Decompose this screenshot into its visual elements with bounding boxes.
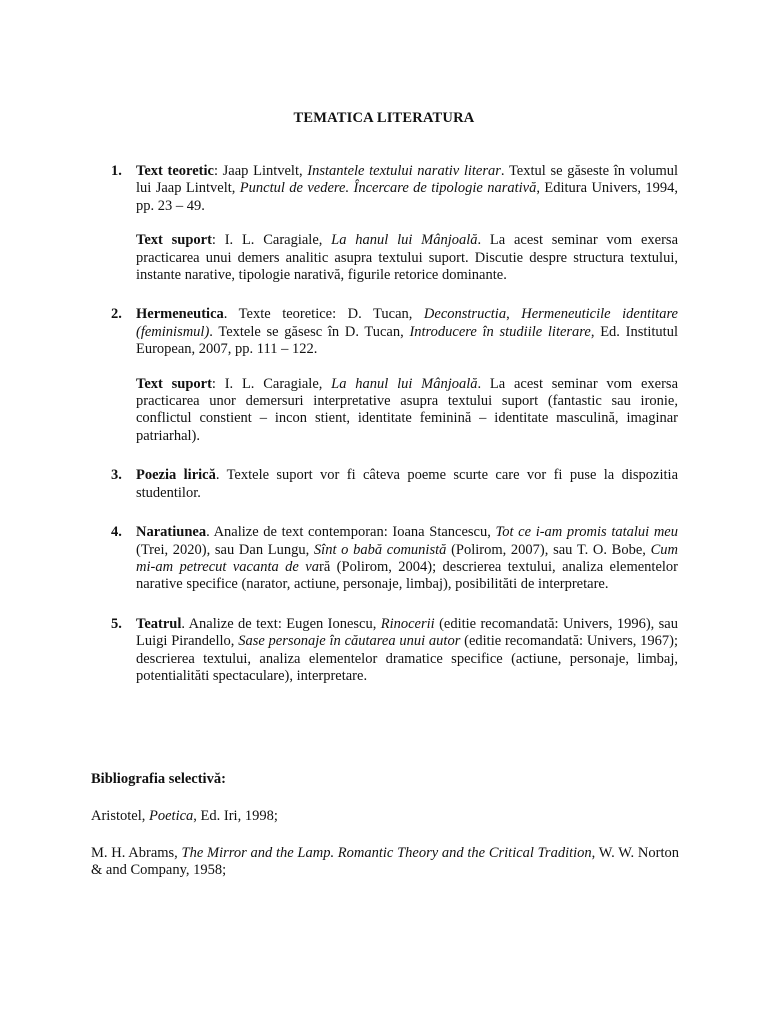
bold-run: Teatrul (136, 615, 182, 632)
bold-run: Hermeneutica (136, 306, 224, 323)
topic-number: 4. (111, 524, 122, 541)
text-run: (Trei, 2020), sau Dan Lungu, (136, 541, 314, 558)
topic-item (111, 163, 678, 284)
topic-paragraph (136, 616, 678, 686)
italic-run: Sase personaje în căutarea unui autor (238, 633, 461, 650)
text-run: , Editura Univers, 1994, pp. 23 – 49. (136, 180, 678, 214)
text-run: (editie recomandată: Univers, 1967); descrierea textului, analiza elementelor dramatice specifice (actiune, personaje, limbaj, potentialităti spectaculare), interpretare. (136, 633, 678, 684)
italic-run: Cum mi-am petrecut vacanta de va (136, 541, 679, 575)
document-title: TEMATICA LITERATURA (293, 110, 475, 126)
text-run: , (506, 306, 522, 323)
topic-paragraph (136, 467, 678, 502)
text-run: . La acest seminar vom exersa practicarea unui demers analitic asupra textului suport. Discutie despre structura textului, instante narative, tipologie narativă, figurile retorice dominante. (136, 232, 679, 284)
topic-item (111, 524, 678, 594)
bold-run: Text suport (136, 375, 212, 392)
bold-run: Naratiunea (136, 524, 207, 541)
topic-paragraph (136, 163, 678, 215)
topic-paragraph (136, 306, 678, 358)
text-run: . Textul se găseste în volumul lui Jaap Lintvelt, (136, 163, 679, 197)
text-run: , Ed. Institutul European, 2007, pp. 111 – 122. (136, 323, 678, 358)
topic-paragraph (136, 232, 678, 284)
topic-list (111, 163, 678, 707)
topic-paragraph (136, 376, 678, 446)
text-run: M. H. Abrams, (91, 845, 182, 861)
text-run: . Analize de text: Eugen Ionescu, (181, 615, 381, 632)
bold-run: Text teoretic (136, 163, 214, 179)
topic-number: 3. (111, 467, 122, 484)
topic-number: 5. (111, 615, 122, 632)
italic-run: Rinocerii (380, 615, 435, 632)
topic-item (111, 306, 678, 445)
text-run: , W. W. Norton & and Company, 1958; (91, 845, 679, 879)
bibliography-entry (91, 845, 679, 880)
text-run: Aristotel, (91, 808, 149, 824)
italic-run: Punctul de vedere. Încercare de tipologie narativă (239, 180, 537, 197)
text-run: , Ed. Iri, 1998; (193, 808, 278, 824)
italic-run: Tot ce i-am promis tatalui meu (495, 524, 678, 541)
text-run: : Jaap Lintvelt, (213, 163, 308, 179)
italic-run: Poetica (149, 808, 194, 824)
bold-run: Poezia lirică (136, 467, 216, 484)
text-run: . Texte teoretice: D. Tucan, (223, 306, 424, 323)
italic-run: Hermeneuticile identitare (feminismul) (136, 306, 678, 340)
italic-run: Sînt o babă comunistă (313, 541, 447, 558)
text-run: . Textele suport vor fi câteva poeme scurte care vor fi puse la dispozitia studentilor. (136, 467, 678, 501)
italic-run: Deconstructia (423, 306, 507, 323)
topic-paragraph (136, 524, 678, 594)
text-run: . Analize de text contemporan: Ioana Stancescu, (206, 524, 496, 541)
text-run: . Textele se găsesc în D. Tucan, (209, 323, 410, 340)
italic-run: Instantele textului narativ literar (307, 163, 501, 179)
bibliography-entry (91, 808, 679, 825)
italic-run: La hanul lui Mânjoală (331, 232, 478, 249)
italic-run: Introducere în studiile literare (409, 323, 591, 340)
text-run: . La acest seminar vom exersa practicarea unor demersuri interpretative asupra textului suport (fantastic sau ironie, conflictul constient – incon stient, identitate feminină – identitate masculină, imaginar patriarhal). (136, 375, 679, 444)
text-run: (editie recomandată: Univers, 1996), sau Luigi Pirandello, (136, 615, 678, 650)
bibliography-heading: Bibliografia selectivă: (91, 771, 226, 787)
italic-run: The Mirror and the Lamp. Romantic Theory and the Critical Tradition (181, 845, 592, 861)
text-run: (Polirom, 2007), sau T. O. Bobe, (446, 541, 651, 558)
text-run: : I. L. Caragiale, (211, 375, 332, 392)
topic-number: 1. (111, 163, 122, 179)
topic-item (111, 467, 678, 502)
bold-run: Text suport (136, 232, 212, 249)
text-run: ră (Polirom, 2004); descrierea textului, analiza elementelor narative specifice (narator, actiune, personaje, limbaj), posibilităti de interpretare. (136, 558, 678, 593)
italic-run: La hanul lui Mânjoală (331, 375, 478, 392)
text-run: : I. L. Caragiale, (211, 232, 332, 249)
topic-item (111, 616, 678, 686)
topic-number: 2. (111, 306, 122, 323)
